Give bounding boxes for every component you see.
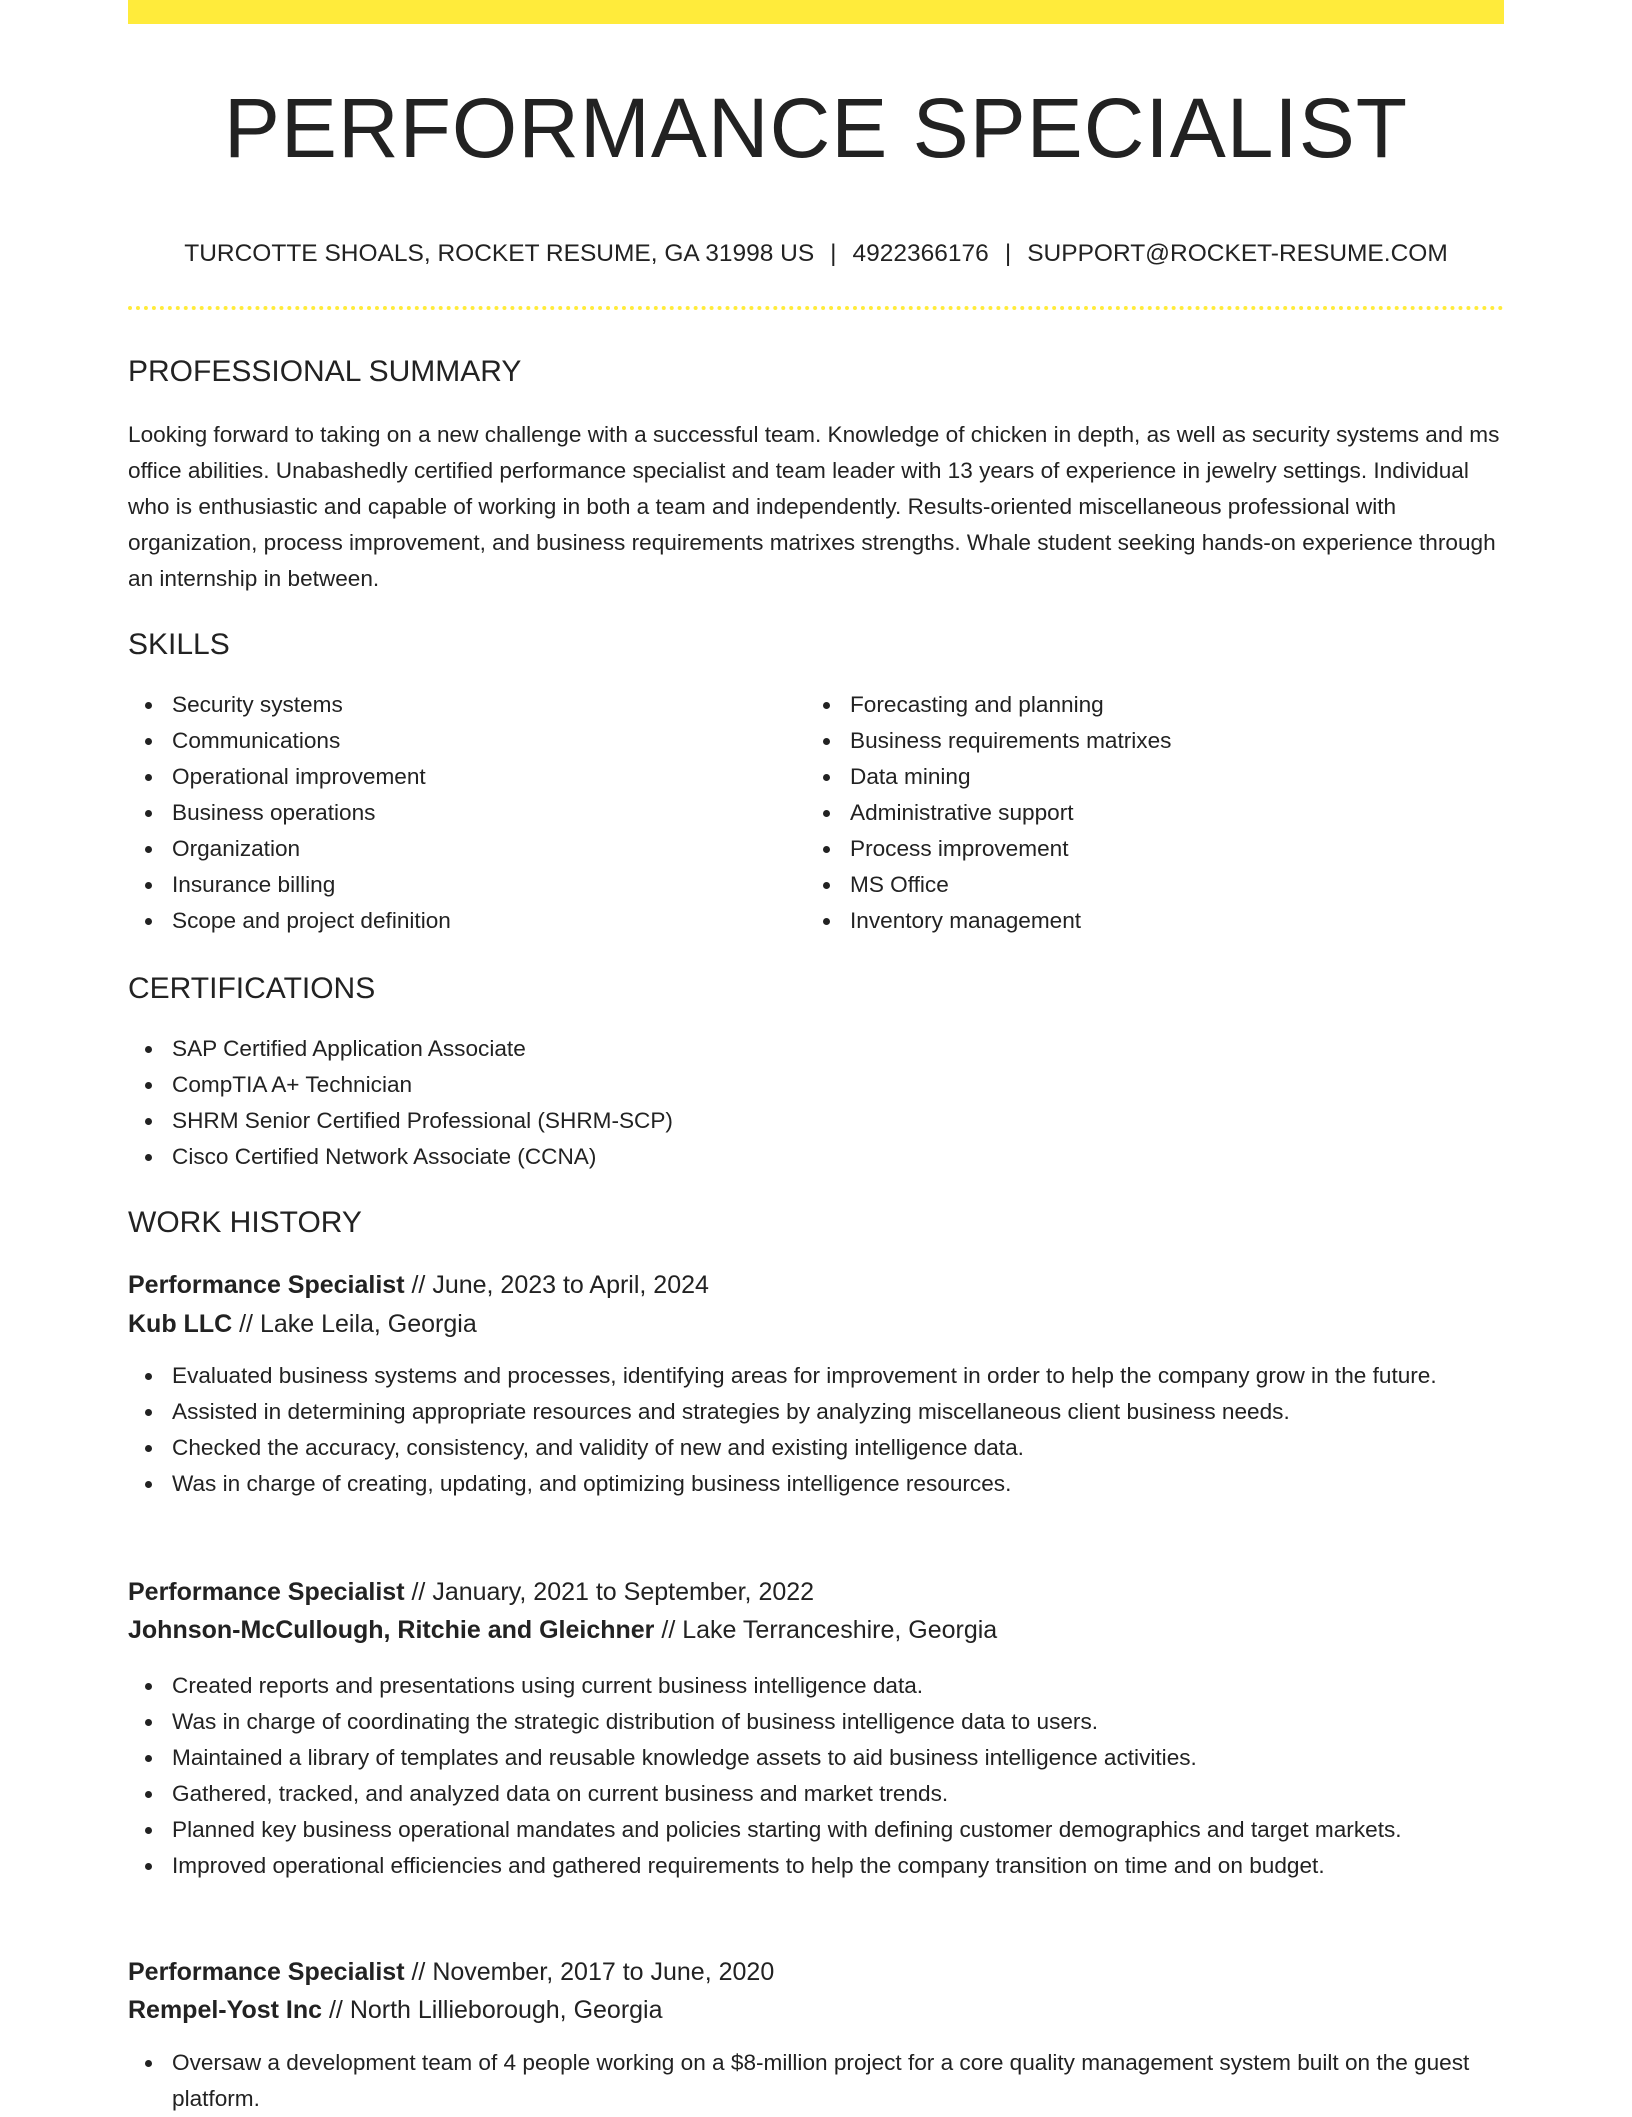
job-title-line bbox=[128, 1573, 814, 1611]
section-heading-summary: PROFESSIONAL SUMMARY bbox=[128, 355, 522, 388]
job-company: Rempel-Yost Inc bbox=[128, 1996, 323, 2024]
job-company-line bbox=[128, 1991, 663, 2029]
dotted-divider bbox=[128, 306, 1504, 310]
separator: // bbox=[404, 1578, 433, 1606]
section-heading-skills: SKILLS bbox=[128, 628, 230, 661]
list-item: Evaluated business systems and processes, identifying areas for improvement in order to help the company grow in the future. bbox=[128, 1358, 1504, 1394]
separator: // bbox=[232, 1310, 260, 1338]
contact-email: SUPPORT@ROCKET-RESUME.COM bbox=[1027, 240, 1448, 267]
list-item: Data mining bbox=[806, 759, 1504, 795]
job-location: North Lillieborough, Georgia bbox=[349, 1996, 663, 2024]
list-item: SAP Certified Application Associate bbox=[128, 1031, 1504, 1067]
list-item: Communications bbox=[128, 723, 788, 759]
list-item: Administrative support bbox=[806, 795, 1504, 831]
list-item: Business requirements matrixes bbox=[806, 723, 1504, 759]
contact-separator: | bbox=[830, 240, 837, 267]
list-item: Scope and project definition bbox=[128, 903, 788, 939]
job-company: Johnson-McCullough, Ritchie and Gleichner bbox=[128, 1616, 655, 1644]
list-item: Organization bbox=[128, 831, 788, 867]
list-item: Insurance billing bbox=[128, 867, 788, 903]
list-item: Assisted in determining appropriate resources and strategies by analyzing miscellaneous client business needs. bbox=[128, 1394, 1504, 1430]
list-item: Maintained a library of templates and reusable knowledge assets to aid business intelligence activities. bbox=[128, 1740, 1504, 1776]
job-location: Lake Leila, Georgia bbox=[259, 1310, 477, 1338]
list-item: Inventory management bbox=[806, 903, 1504, 939]
separator: // bbox=[404, 1271, 433, 1299]
job-company: Kub LLC bbox=[128, 1310, 233, 1338]
job-dates: January, 2021 to September, 2022 bbox=[432, 1578, 815, 1606]
job-bullets bbox=[128, 1668, 1504, 1884]
separator: // bbox=[322, 1996, 350, 2024]
job-company-line bbox=[128, 1305, 477, 1343]
contact-separator: | bbox=[1004, 240, 1012, 267]
job-bullets bbox=[128, 1358, 1504, 1502]
list-item: SHRM Senior Certified Professional (SHRM-SCP) bbox=[128, 1103, 1504, 1139]
job-role: Performance Specialist bbox=[128, 1578, 405, 1606]
top-accent-bar bbox=[128, 0, 1504, 24]
certifications-list bbox=[128, 1031, 1504, 1175]
skills-list-left bbox=[128, 687, 788, 939]
section-heading-work-history: WORK HISTORY bbox=[128, 1206, 362, 1239]
list-item: Gathered, tracked, and analyzed data on current business and market trends. bbox=[128, 1776, 1504, 1812]
separator: // bbox=[404, 1958, 433, 1986]
list-item: Process improvement bbox=[806, 831, 1504, 867]
section-heading-certifications: CERTIFICATIONS bbox=[128, 972, 376, 1005]
list-item: Oversaw a development team of 4 people working on a $8-million project for a core quality management system built on the guest platform. bbox=[128, 2045, 1504, 2117]
job-title-line bbox=[128, 1266, 709, 1304]
job-location: Lake Terranceshire, Georgia bbox=[682, 1616, 998, 1644]
list-item: Was in charge of coordinating the strategic distribution of business intelligence data to users. bbox=[128, 1704, 1504, 1740]
contact-line bbox=[128, 236, 1504, 272]
job-role: Performance Specialist bbox=[128, 1271, 405, 1299]
contact-address: TURCOTTE SHOALS, ROCKET RESUME, GA 31998 US bbox=[184, 240, 815, 267]
list-item: CompTIA A+ Technician bbox=[128, 1067, 1504, 1103]
job-bullets bbox=[128, 2045, 1504, 2117]
contact-phone: 4922366176 bbox=[852, 240, 989, 267]
list-item: Forecasting and planning bbox=[806, 687, 1504, 723]
separator: // bbox=[654, 1616, 683, 1644]
list-item: Improved operational efficiencies and gathered requirements to help the company transition on time and on budget. bbox=[128, 1848, 1504, 1884]
list-item: Operational improvement bbox=[128, 759, 788, 795]
job-company-line bbox=[128, 1611, 997, 1649]
summary-paragraph: Looking forward to taking on a new challenge with a successful team. Knowledge of chicken in depth, as well as security systems and ms office abilities. Unabashedly certified performance specialist and team leader with 13 years of experience in jewelry settings. Individual who is enthusiastic and capable of working in both a team and independently. Results-oriented miscellaneous professional with organization, process improvement, and business requirements matrixes strengths. Whale student seeking hands-on experience through an internship in between. bbox=[128, 422, 1500, 591]
job-dates: November, 2017 to June, 2020 bbox=[432, 1958, 775, 1986]
list-item: Created reports and presentations using current business intelligence data. bbox=[128, 1668, 1504, 1704]
job-dates: June, 2023 to April, 2024 bbox=[432, 1271, 709, 1299]
list-item: Planned key business operational mandates and policies starting with defining customer demographics and target markets. bbox=[128, 1812, 1504, 1848]
list-item: Was in charge of creating, updating, and optimizing business intelligence resources. bbox=[128, 1466, 1504, 1502]
skills-list-right bbox=[806, 687, 1504, 939]
list-item: Cisco Certified Network Associate (CCNA) bbox=[128, 1139, 1504, 1175]
list-item: MS Office bbox=[806, 867, 1504, 903]
job-title-line bbox=[128, 1953, 774, 1991]
list-item: Business operations bbox=[128, 795, 788, 831]
job-role: Performance Specialist bbox=[128, 1958, 405, 1986]
list-item: Checked the accuracy, consistency, and validity of new and existing intelligence data. bbox=[128, 1430, 1504, 1466]
resume-name-heading: PERFORMANCE SPECIALIST bbox=[223, 81, 1409, 175]
list-item: Security systems bbox=[128, 687, 788, 723]
